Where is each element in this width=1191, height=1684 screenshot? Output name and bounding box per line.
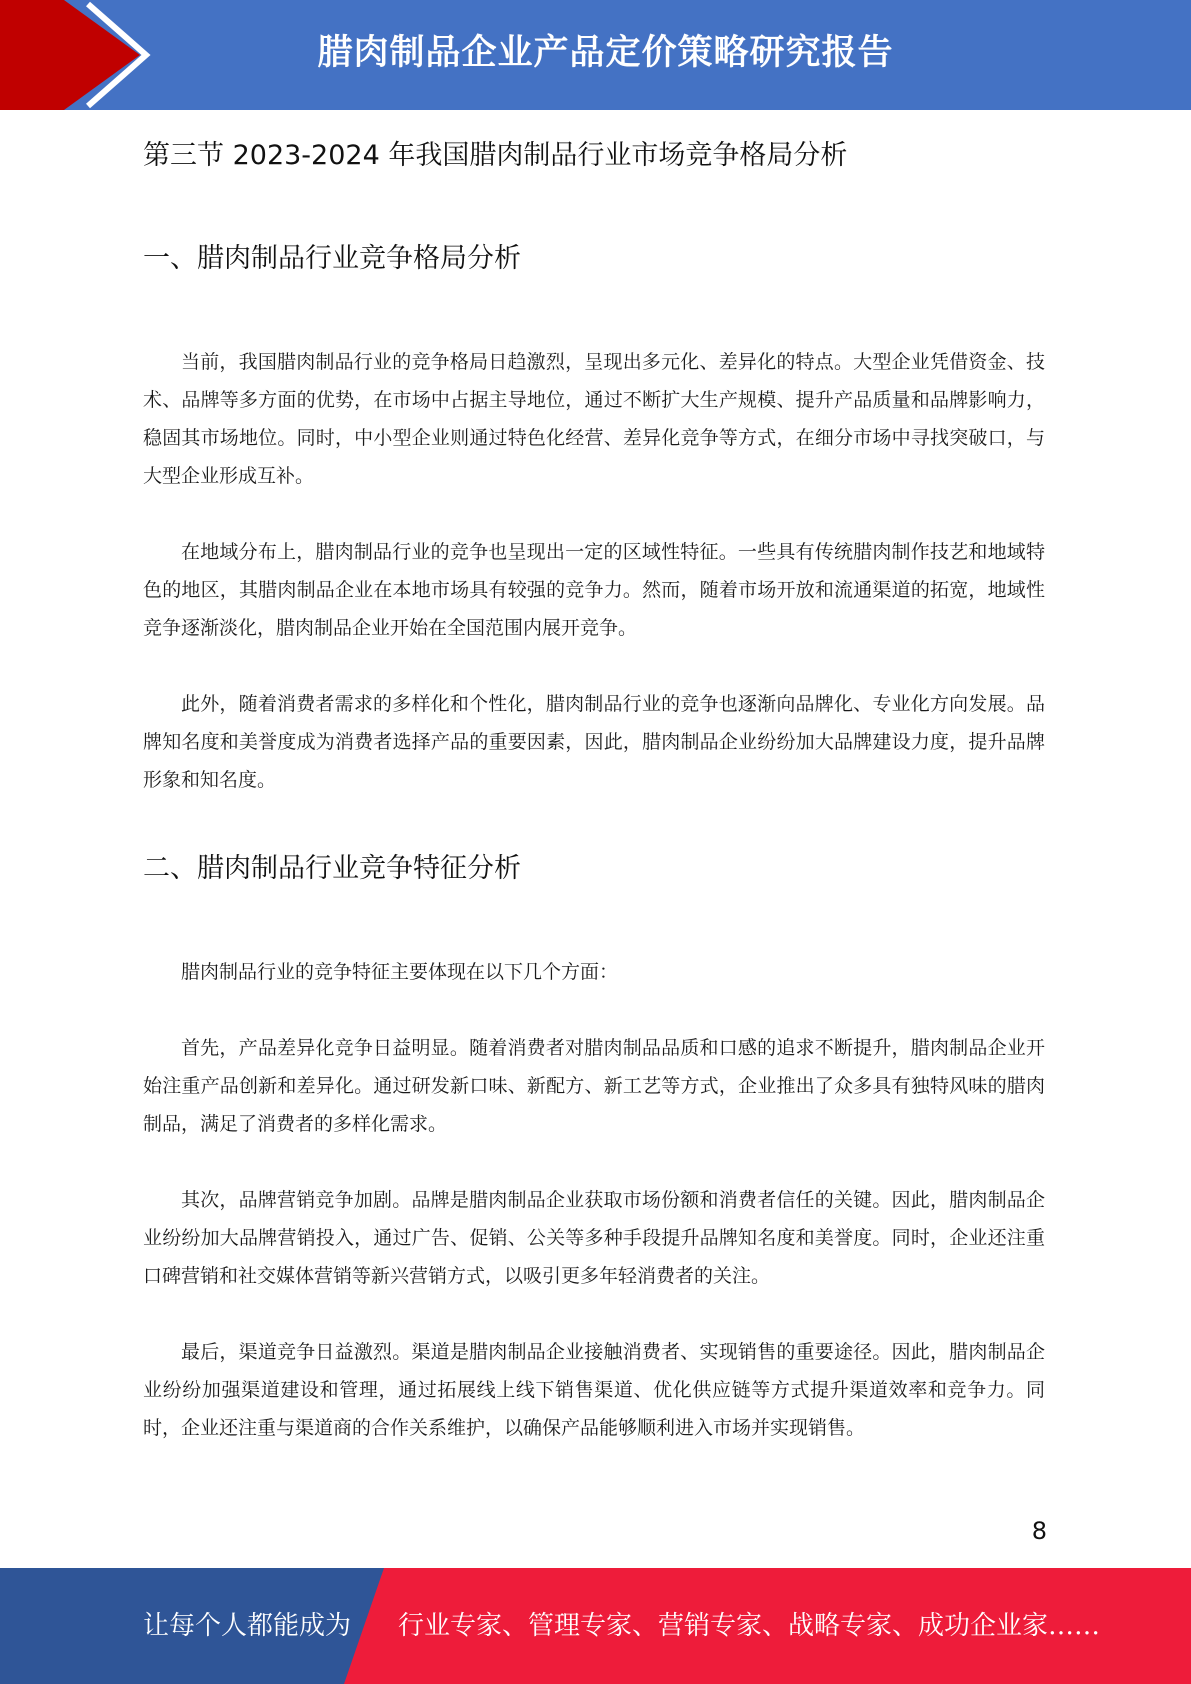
- part2-paragraph: 最后，渠道竞争日益激烈。渠道是腊肉制品企业接触消费者、实现销售的重要途径。因此，腊肉制品企业纷纷加强渠道建设和管理，通过拓展线上线下销售渠道、优化供应链等方式提升渠道效率和竞争力。同时，企业还注重与渠道商的合作关系维护，以确保产品能够顺利进入市场并实现销售。: [143, 1341, 1045, 1439]
- page-content: [143, 120, 1045, 1447]
- page-number: 8: [1031, 1517, 1047, 1545]
- part2-paragraph: 其次，品牌营销竞争加剧。品牌是腊肉制品企业获取市场份额和消费者信任的关键。因此，腊肉制品企业纷纷加大品牌营销投入，通过广告、促销、公关等多种手段提升品牌知名度和美誉度。同时，企业还注重口碑营销和社交媒体营销等新兴营销方式，以吸引更多年轻消费者的关注。: [143, 1189, 1045, 1287]
- section-title: 第三节 2023-2024 年我国腊肉制品行业市场竞争格局分析: [143, 140, 848, 171]
- part2-heading: 二、腊肉制品行业竞争特征分析: [143, 853, 521, 884]
- footer-slogan-right: 行业专家、管理专家、营销专家、战略专家、成功企业家……: [398, 1611, 1101, 1641]
- part1-heading: 一、腊肉制品行业竞争格局分析: [143, 243, 521, 274]
- footer-slogan-left: 让每个人都能成为: [143, 1611, 352, 1641]
- footer-banner: [0, 1568, 1191, 1684]
- part1-paragraph: 此外，随着消费者需求的多样化和个性化，腊肉制品行业的竞争也逐渐向品牌化、专业化方向发展。品牌知名度和美誉度成为消费者选择产品的重要因素，因此，腊肉制品企业纷纷加大品牌建设力度，提升品牌形象和知名度。: [143, 693, 1045, 791]
- report-title: 腊肉制品企业产品定价策略研究报告: [317, 33, 894, 73]
- part1-paragraph: 当前，我国腊肉制品行业的竞争格局日趋激烈，呈现出多元化、差异化的特点。大型企业凭借资金、技术、品牌等多方面的优势，在市场中占据主导地位，通过不断扩大生产规模、提升产品质量和品牌影响力，稳固其市场地位。同时，中小型企业则通过特色化经营、差异化竞争等方式，在细分市场中寻找突破口，与大型企业形成互补。: [143, 351, 1045, 487]
- part2-paragraph: 首先，产品差异化竞争日益明显。随着消费者对腊肉制品品质和口感的追求不断提升，腊肉制品企业开始注重产品创新和差异化。通过研发新口味、新配方、新工艺等方式，企业推出了众多具有独特风味的腊肉制品，满足了消费者的多样化需求。: [143, 1037, 1045, 1135]
- header-bar: [0, 0, 1191, 110]
- part1-paragraph: 在地域分布上，腊肉制品行业的竞争也呈现出一定的区域性特征。一些具有传统腊肉制作技艺和地域特色的地区，其腊肉制品企业在本地市场具有较强的竞争力。然而，随着市场开放和流通渠道的拓宽，地域性竞争逐渐淡化，腊肉制品企业开始在全国范围内展开竞争。: [143, 541, 1045, 639]
- part2-paragraph: 腊肉制品行业的竞争特征主要体现在以下几个方面：: [181, 961, 619, 983]
